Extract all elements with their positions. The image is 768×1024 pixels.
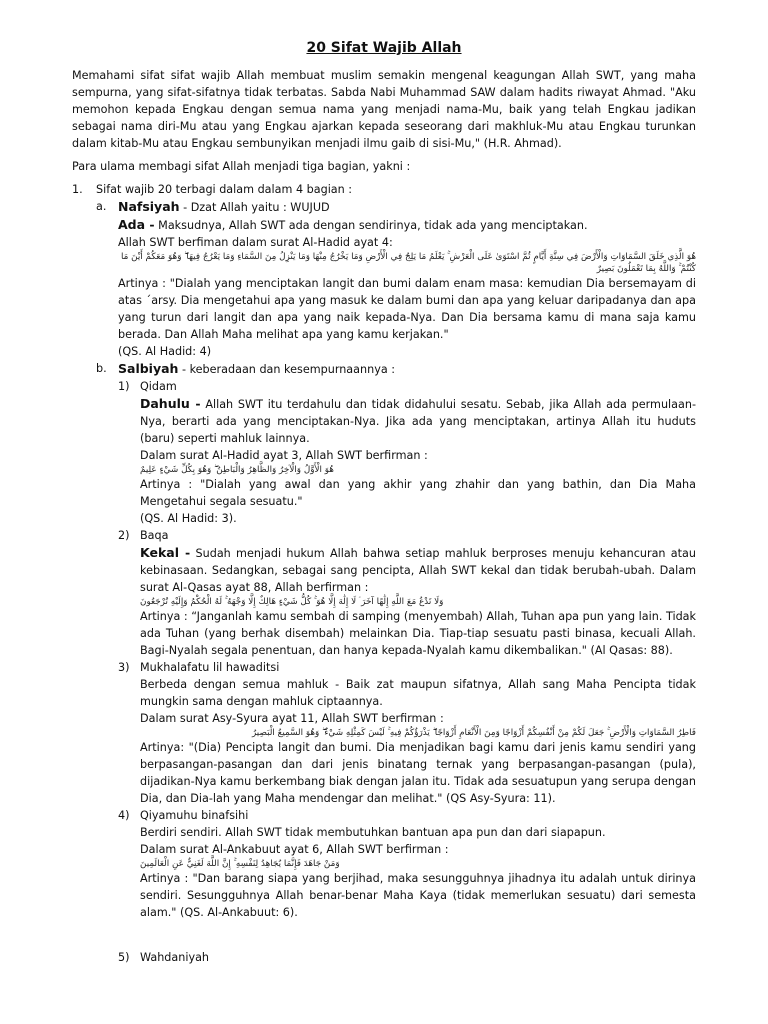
spacer	[118, 921, 696, 949]
arabic-verse-al-ankabuut-6: وَمَنْ جَاهَدَ فَإِنَّمَا يُجَاهِدُ لِنَفْسِهِ ۚ إِنَّ اللَّهَ لَغَنِيٌّ عَنِ الْعَالَمِينَ	[140, 859, 340, 869]
salbiyah-desc: - keberadaan dan kesempurnaannya :	[178, 363, 396, 376]
nafsiyah-heading: Nafsiyah	[118, 199, 180, 214]
intro-paragraph: Memahami sifat sifat wajib Allah membuat muslim semakin mengenal keagungan Allah SWT, yang maha sempurna, yang sifat-sifatnya tidak terbatas. Sabda Nabi Muhammad SAW dalam hadits riwayat Ahmad. "Aku memohon kepada Engkau dengan semua nama yang menjadi nama-Mu, baik yang telah Engkau jadikan sebagai nama diri-Mu atau yang Engkau ajarkan kepada seseorang dari makhluk-Mu atau Engkau turunkan dalam kitab-Mu atau Engkau sembunyikan menjadi ilmu gaib di sisi-Mu," (H.R. Ahmad).	[72, 69, 696, 150]
page-title: 20 Sifat Wajib Allah	[306, 40, 462, 56]
qiyamuhu-heading: Qiyamuhu binafsihi	[140, 809, 249, 822]
arabic-verse-al-hadid-3: هُوَ الْأَوَّلُ وَالْآخِرُ وَالظَّاهِرُ وَالْبَاطِنُ ۖ وَهُوَ بِكُلِّ شَيْءٍ عَلِيمٌ	[140, 465, 334, 475]
para-ulama-text: Para ulama membagi sifat Allah menjadi tiga bagian, yakni :	[72, 160, 411, 173]
list-marker: 2)	[118, 529, 130, 542]
ada-text: Maksudnya, Allah SWT ada dengan sendirinya, tidak ada yang menciptakan.	[154, 219, 588, 232]
list-marker: a.	[96, 200, 107, 213]
qidam-ref: (QS. Al Hadid: 3).	[140, 512, 237, 525]
qidam-heading: Qidam	[140, 380, 177, 393]
item-qidam	[118, 378, 696, 527]
mukhalafatu-firman: Dalam surat Asy-Syura ayat 11, Allah SWT berfirman :	[140, 712, 444, 725]
list-marker: 3)	[118, 661, 130, 674]
arabic-verse-al-hadid-4: هُوَ الَّذِي خَلَقَ السَّمَاوَاتِ وَالْأَرْضَ فِي سِتَّةِ أَيَّامٍ ثُمَّ اسْتَوَىٰ عَلَى الْعَرْشِ ۚ يَعْلَمُ مَا يَلِجُ فِي الْأَرْضِ وَمَا يَخْرُجُ مِنْهَا وَمَا يَنْزِلُ مِنَ السَّمَاءِ وَمَا يَعْرُجُ فِيهَا ۖ وَهُوَ مَعَكُمْ أَيْنَ مَا كُنْتُمْ ۚ وَاللَّهُ بِمَا تَعْمَلُونَ بَصِيرٌ	[120, 252, 696, 274]
qiyamuhu-firman: Dalam surat Al-Ankabuut ayat 6, Allah SWT berfirman :	[140, 843, 449, 856]
nafsiyah-ref: (QS. Al Hadid: 4)	[118, 345, 212, 358]
arabic-verse-asy-syura-11: فَاطِرُ السَّمَاوَاتِ وَالْأَرْضِ ۚ جَعَلَ لَكُمْ مِنْ أَنْفُسِكُمْ أَزْوَاجًا وَمِنَ الْأَنْعَامِ أَزْوَاجًا ۖ يَذْرَؤُكُمْ فِيهِ ۚ لَيْسَ كَمِثْلِهِ شَيْءٌ ۖ وَهُوَ السَّمِيعُ الْبَصِيرُ	[251, 728, 696, 738]
list-item-1	[72, 181, 696, 966]
salbiyah-heading: Salbiyah	[118, 361, 179, 376]
baqa-artinya: Artinya : “Janganlah kamu sembah di samping (menyembah) Allah, Tuhan apa pun yang lain. Tidak ada Tuhan (yang berhak disembah) melainkan Dia. Tiap-tiap sesuatu pasti binasa, kecuali Allah. Bagi-Nyalah segala penentuan, dan hanya kepada-Nyalah kamu dikembalikan." (Al Qasas: 88).	[140, 610, 696, 657]
mukhalafatu-text: Berbeda dengan semua mahluk - Baik zat maupun sifatnya, Allah sang Maha Pencipta tidak mungkin sama dengan mahluk ciptaannya.	[140, 678, 696, 708]
arabic-verse-al-qasas-88: وَلَا تَدْعُ مَعَ اللَّهِ إِلَٰهًا آخَرَ ۘ لَا إِلَٰهَ إِلَّا هُوَ ۚ كُلُّ شَيْءٍ هَالِكٌ إِلَّا وَجْهَهُ ۚ لَهُ الْحُكْمُ وَإِلَيْهِ تُرْجَعُونَ	[140, 597, 444, 607]
list-marker: 1.	[72, 183, 83, 196]
qidam-artinya: Artinya : "Dialah yang awal dan yang akhir yang zhahir dan yang bathin, dan Dia Maha Mengetahui segala sesuatu."	[140, 478, 696, 508]
nafsiyah-artinya: Artinya : "Dialah yang menciptakan langit dan bumi dalam enam masa: kemudian Dia bersemayam di atas ´arsy. Dia mengetahui apa yang masuk ke dalam bumi dan apa yang keluar daripadanya dan apa yang turun dari langit dan apa yang naik kepada-Nya. Dan Dia bersama kamu di mana saja kamu berada. Dan Allah Maha melihat apa yang kamu kerjakan."	[118, 277, 696, 341]
item-mukhalafatu	[118, 659, 696, 807]
qidam-label: Dahulu -	[140, 396, 201, 411]
wahdaniyah-heading: Wahdaniyah	[140, 951, 210, 964]
qiyamuhu-artinya: Artinya : "Dan barang siapa yang berjihad, maka sesungguhnya jihadnya itu adalah untuk dirinya sendiri. Sesungguhnya Allah benar-benar Maha Kaya (tidak memerlukan sesuatu) dari semesta alam." (QS. Al-Ankabuut: 6).	[140, 872, 696, 919]
qidam-firman: Dalam surat Al-Hadid ayat 3, Allah SWT berfirman :	[140, 449, 428, 462]
qiyamuhu-text: Berdiri sendiri. Allah SWT tidak membutuhkan bantuan apa pun dan dari siapapun.	[140, 826, 606, 839]
item-wahdaniyah	[118, 949, 696, 966]
list-item-1-text: Sifat wajib 20 terbagi dalam dalam 4 bagian :	[96, 183, 353, 196]
list-marker: 4)	[118, 809, 130, 822]
qidam-text: Allah SWT itu terdahulu dan tidak didahului sesatu. Sebab, jika Allah ada permulaan-Nya, berarti ada yang menciptakan-Nya. Jika ada yang menciptakan, artinya Allah itu huduts (baru) seperti mahluk lainnya.	[140, 398, 696, 445]
baqa-text: Sudah menjadi hukum Allah bahwa setiap mahluk berproses menuju kehancuran atau kebinasaan. Sedangkan, sebagai sang pencipta, Allah SWT kekal dan tidak berubah-ubah. Dalam surat Al-Qasas ayat 88, Allah berfirman :	[140, 547, 696, 594]
baqa-heading: Baqa	[140, 529, 169, 542]
baqa-label: Kekal -	[140, 545, 191, 560]
ada-label: Ada -	[118, 217, 155, 232]
list-marker: 5)	[118, 951, 130, 964]
nafsiyah-firman: Allah SWT berfiman dalam surat Al-Hadid ayat 4:	[118, 236, 393, 249]
section-nafsiyah	[96, 198, 696, 360]
mukhalafatu-heading: Mukhalafatu lil hawaditsi	[140, 661, 280, 674]
mukhalafatu-artinya: Artinya: "(Dia) Pencipta langit dan bumi. Dia menjadikan bagi kamu dari jenis kamu sendiri yang berpasangan-pasangan dan dari jenis binatang ternak yang berpasangan-pasangan (pula), dijadikan-Nya kamu berkembang biak dengan jalan itu. Tidak ada sesuatupun yang serupa dengan Dia, dan Dia-lah yang Maha mendengar dan melihat." (QS Asy-Syura: 11).	[140, 741, 696, 805]
item-qiyamuhu	[118, 807, 696, 921]
nafsiyah-desc: - Dzat Allah yaitu : WUJUD	[179, 201, 330, 214]
list-marker: 1)	[118, 380, 130, 393]
section-salbiyah	[96, 360, 696, 966]
list-marker: b.	[96, 362, 107, 375]
item-baqa	[118, 527, 696, 659]
